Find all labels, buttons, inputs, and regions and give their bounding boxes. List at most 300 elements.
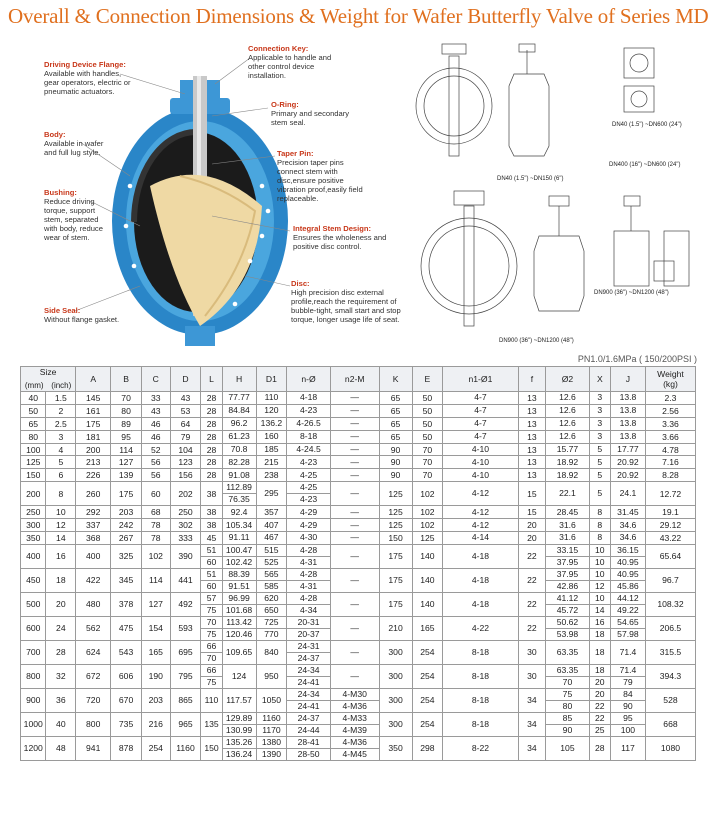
table-cell <box>589 544 610 568</box>
cell-value: 22.1 <box>559 488 576 499</box>
table-cell <box>443 430 518 443</box>
cell-value: 12.6 <box>559 418 576 429</box>
cell-value: 4-M39 <box>342 724 367 735</box>
cell-value: 17.77 <box>617 444 639 454</box>
cell-value: 110 <box>204 694 219 705</box>
callout-text: Available in wafer and full lug style. <box>44 139 104 157</box>
table-cell: 800 <box>21 664 46 688</box>
table-row <box>21 712 696 736</box>
table-cell <box>589 592 610 616</box>
table-cell: 64 <box>170 417 201 430</box>
cell-value: 50.62 <box>546 617 589 629</box>
table-cell: 175 <box>379 568 412 592</box>
cell-value: 120 <box>264 405 279 416</box>
table-cell <box>222 664 256 688</box>
table-cell: 145 <box>76 392 111 405</box>
weight-unit: (kg) <box>663 379 678 389</box>
cell-value: 4-23 <box>299 456 318 467</box>
cell-value: 8-18 <box>471 670 490 681</box>
cell-value: 12.6 <box>559 392 576 403</box>
table-cell <box>287 616 331 640</box>
table-row <box>21 616 696 640</box>
cell-value: 96.2 <box>230 418 248 429</box>
table-cell: 45 <box>201 532 222 545</box>
table-cell: 12 <box>46 519 76 532</box>
table-cell <box>256 482 287 506</box>
table-cell: 50 <box>21 404 46 417</box>
cell-value: — <box>350 469 360 480</box>
table-cell <box>201 688 222 712</box>
cell-value: 725 <box>257 617 287 629</box>
table-cell <box>330 592 379 616</box>
table-cell: 70 <box>412 469 443 482</box>
table-cell <box>330 736 379 760</box>
cell-value: 5 <box>597 444 603 454</box>
callout-text: Applicable to handle and other control device installation. <box>248 53 332 80</box>
table-cell <box>330 568 379 592</box>
callout-taper-pin <box>277 149 369 203</box>
table-row <box>21 736 696 760</box>
cell-value: 90 <box>562 724 573 735</box>
cell-value: 112.89 <box>223 482 256 494</box>
table-cell: 4.78 <box>645 443 695 456</box>
table-cell: 127 <box>141 592 170 616</box>
table-cell <box>443 544 518 568</box>
table-cell: 254 <box>412 640 443 664</box>
table-cell <box>610 404 645 417</box>
cell-value: 20 <box>590 689 610 701</box>
table-cell: 34 <box>518 688 546 712</box>
cell-value: 24-34 <box>287 689 330 701</box>
table-cell <box>222 469 256 482</box>
table-cell: 213 <box>76 456 111 469</box>
table-cell <box>256 417 287 430</box>
table-cell: 140 <box>412 568 443 592</box>
cell-value: 96.99 <box>223 593 256 605</box>
cell-value: 4-10 <box>471 469 490 480</box>
table-cell: 528 <box>645 688 695 712</box>
table-cell <box>330 640 379 664</box>
table-cell <box>287 544 331 568</box>
table-cell <box>546 519 590 532</box>
cell-value: 8 <box>597 532 603 543</box>
illustration-area <box>0 36 709 354</box>
table-cell: 10 <box>46 506 76 519</box>
cell-value: 31.6 <box>559 532 576 543</box>
cell-value: 4-14 <box>471 532 490 543</box>
table-cell: 254 <box>412 712 443 736</box>
cell-value: 950 <box>264 670 279 681</box>
table-cell: 8 <box>46 482 76 506</box>
table-cell <box>256 616 287 640</box>
cell-value: 95 <box>611 713 645 725</box>
col-header: B <box>111 367 142 392</box>
cell-value: 620 <box>257 593 287 605</box>
table-cell: 125 <box>21 456 46 469</box>
table-cell: 114 <box>111 443 142 456</box>
cell-value: 4-30 <box>299 532 318 543</box>
cell-value: 75 <box>206 604 217 615</box>
table-cell <box>546 640 590 664</box>
table-cell <box>610 430 645 443</box>
cell-value: 3 <box>597 431 603 442</box>
table-cell: 32 <box>46 664 76 688</box>
table-cell: 668 <box>645 712 695 736</box>
table-cell <box>222 430 256 443</box>
callout-title: Connection Key: <box>248 44 309 53</box>
cell-value: 130.99 <box>225 724 253 735</box>
cell-value: 770 <box>264 628 279 639</box>
table-cell <box>222 519 256 532</box>
cell-value: — <box>350 488 360 499</box>
table-cell <box>546 688 590 712</box>
callout-side-seal <box>44 306 154 324</box>
table-cell: 900 <box>21 688 46 712</box>
cell-value: 34.6 <box>619 519 637 530</box>
table-cell <box>287 664 331 688</box>
table-cell: 36 <box>46 688 76 712</box>
table-cell: 300 <box>379 640 412 664</box>
table-cell: 254 <box>412 688 443 712</box>
cell-value: 113.42 <box>223 617 256 629</box>
cell-value: 24-31 <box>287 641 330 653</box>
cell-value: 4-28 <box>287 569 330 581</box>
table-cell: 333 <box>170 532 201 545</box>
table-cell: 34 <box>518 712 546 736</box>
table-cell: 46 <box>141 417 170 430</box>
table-cell <box>589 616 610 640</box>
table-cell: 390 <box>170 544 201 568</box>
table-row <box>21 443 696 456</box>
col-header: Ø2 <box>546 367 590 392</box>
table-cell: 43 <box>170 392 201 405</box>
callout-text: Primary and secondary stem seal. <box>271 109 350 127</box>
table-cell: 1000 <box>21 712 46 736</box>
table-cell <box>610 712 645 736</box>
cell-value: 42.86 <box>556 580 579 591</box>
cell-value: 8 <box>597 506 603 517</box>
table-cell: 114 <box>141 568 170 592</box>
cell-value: 75 <box>206 628 217 639</box>
cell-value: 20-37 <box>297 628 320 639</box>
table-cell <box>610 568 645 592</box>
table-cell: 33 <box>141 392 170 405</box>
cell-value: 8 <box>597 519 603 530</box>
table-cell: 210 <box>379 616 412 640</box>
cell-value: 160 <box>264 431 279 442</box>
table-cell <box>546 506 590 519</box>
table-cell <box>330 482 379 506</box>
table-cell <box>330 506 379 519</box>
size-label: Size <box>39 367 57 377</box>
table-cell: 140 <box>412 592 443 616</box>
cell-value: 54.65 <box>611 617 645 629</box>
table-cell <box>222 544 256 568</box>
cell-value: 4-23 <box>299 405 318 416</box>
cell-value: 13.8 <box>619 392 637 403</box>
cell-value: 80 <box>562 700 573 711</box>
table-cell <box>256 568 287 592</box>
cell-value: 28 <box>595 742 605 753</box>
col-header: D1 <box>256 367 287 392</box>
table-cell: 28 <box>201 469 222 482</box>
cell-value: 57 <box>201 593 221 605</box>
table-cell <box>287 532 331 545</box>
table-cell: 43.22 <box>645 532 695 545</box>
table-cell: 492 <box>170 592 201 616</box>
table-cell <box>330 712 379 736</box>
cell-value: 70 <box>201 617 221 629</box>
table-cell: 43 <box>141 404 170 417</box>
table-cell <box>546 430 590 443</box>
col-header: X <box>589 367 610 392</box>
table-cell: 52 <box>141 443 170 456</box>
table-cell: 65 <box>379 404 412 417</box>
cell-value: 22 <box>590 713 610 725</box>
table-cell <box>256 664 287 688</box>
table-cell <box>256 519 287 532</box>
cell-value: 4-7 <box>474 418 487 429</box>
table-cell <box>443 506 518 519</box>
table-cell: 175 <box>76 417 111 430</box>
cell-value: 60 <box>206 580 217 591</box>
table-cell <box>330 688 379 712</box>
table-cell: 22 <box>518 568 546 592</box>
table-cell <box>546 616 590 640</box>
table-cell: 250 <box>21 506 46 519</box>
table-cell <box>256 640 287 664</box>
callout-text: High precision disc external profile,reach the requirement of bubble-tight, small start and stop torque, longer usage life of seat. <box>291 288 401 324</box>
cell-value: 135.26 <box>223 737 256 749</box>
table-cell: 878 <box>111 736 142 760</box>
table-cell: 28 <box>201 392 222 405</box>
cell-value: 20-31 <box>287 617 330 629</box>
table-cell <box>256 469 287 482</box>
callout-title: Body: <box>44 130 66 139</box>
col-header: K <box>379 367 412 392</box>
table-cell: 350 <box>379 736 412 760</box>
table-cell: 720 <box>76 688 111 712</box>
table-cell <box>589 664 610 688</box>
table-cell <box>256 506 287 519</box>
table-cell <box>287 736 331 760</box>
table-cell: 102 <box>412 482 443 506</box>
table-cell <box>443 417 518 430</box>
table-cell: 34 <box>518 736 546 760</box>
table-row <box>21 482 696 506</box>
table-cell: 1.5 <box>46 392 76 405</box>
table-cell: 161 <box>76 404 111 417</box>
cell-value: 4-26.5 <box>296 418 321 429</box>
cell-value: 5 <box>597 469 603 480</box>
cell-value: — <box>350 532 360 543</box>
table-cell: 13 <box>518 443 546 456</box>
table-cell: 50 <box>412 404 443 417</box>
table-cell: 38 <box>201 506 222 519</box>
cell-value: 4-M33 <box>331 713 379 725</box>
table-cell: 2.56 <box>645 404 695 417</box>
table-row <box>21 456 696 469</box>
cell-value: 840 <box>264 646 279 657</box>
cell-value: 70.8 <box>230 444 248 454</box>
table-cell <box>546 456 590 469</box>
cell-value: 13.8 <box>619 431 637 442</box>
table-cell: 7.16 <box>645 456 695 469</box>
col-header: n1-Ø1 <box>443 367 518 392</box>
cell-value: 100 <box>620 724 636 735</box>
table-cell: 441 <box>170 568 201 592</box>
table-cell: 400 <box>21 544 46 568</box>
cell-value: 109.65 <box>225 646 253 657</box>
table-cell <box>443 664 518 688</box>
table-cell <box>546 712 590 736</box>
table-cell: 735 <box>111 712 142 736</box>
cell-value: 1160 <box>257 713 287 725</box>
table-cell: 4 <box>46 443 76 456</box>
table-cell: 250 <box>170 506 201 519</box>
table-row <box>21 664 696 688</box>
table-cell: 15 <box>518 506 546 519</box>
callout-driving-device <box>44 60 136 96</box>
cell-value: 36.15 <box>611 545 645 557</box>
table-cell: 13 <box>518 404 546 417</box>
table-cell: 68 <box>141 506 170 519</box>
table-cell <box>256 544 287 568</box>
cell-value: 650 <box>264 604 279 615</box>
table-cell: 28 <box>201 443 222 456</box>
table-cell: 175 <box>111 482 142 506</box>
cell-value: 136.24 <box>225 748 253 759</box>
cell-value: — <box>350 506 360 517</box>
cell-value: 4-10 <box>471 456 490 467</box>
table-cell <box>546 443 590 456</box>
table-cell <box>443 519 518 532</box>
table-cell: 90 <box>379 469 412 482</box>
cell-value: 4-34 <box>299 604 318 615</box>
table-cell <box>443 568 518 592</box>
table-cell <box>287 469 331 482</box>
table-cell <box>256 712 287 736</box>
table-cell <box>443 532 518 545</box>
cell-value: 4-10 <box>471 444 490 454</box>
table-cell: 2 <box>46 404 76 417</box>
table-header-row <box>21 367 696 392</box>
table-cell: 30 <box>518 664 546 688</box>
table-cell <box>330 404 379 417</box>
cell-value: 110 <box>264 392 279 403</box>
cell-value: 41.12 <box>546 593 589 605</box>
table-cell <box>330 392 379 405</box>
cell-value: 4-M36 <box>331 737 379 749</box>
table-cell <box>610 688 645 712</box>
table-cell: 8.28 <box>645 469 695 482</box>
table-cell <box>546 568 590 592</box>
cell-value: 8-18 <box>299 431 318 442</box>
callout-title: O-Ring: <box>271 100 299 109</box>
table-cell <box>610 736 645 760</box>
cell-value: 12.6 <box>559 431 576 442</box>
table-cell <box>610 616 645 640</box>
table-cell: 292 <box>76 506 111 519</box>
table-cell: 13 <box>518 417 546 430</box>
table-cell: 65 <box>21 417 46 430</box>
table-cell <box>589 532 610 545</box>
cell-value: 4-18 <box>471 598 490 609</box>
table-row <box>21 430 696 443</box>
table-cell <box>589 443 610 456</box>
table-cell: 14 <box>46 532 76 545</box>
table-row <box>21 544 696 568</box>
cell-value: 120.46 <box>225 628 253 639</box>
table-cell <box>330 430 379 443</box>
cell-value: 4-31 <box>299 580 318 591</box>
cell-value: 1380 <box>257 737 287 749</box>
table-cell <box>589 688 610 712</box>
col-header: L <box>201 367 222 392</box>
table-cell: 350 <box>21 532 46 545</box>
table-cell <box>222 456 256 469</box>
table-cell: 203 <box>141 688 170 712</box>
cell-value: 49.22 <box>617 604 639 615</box>
cell-value: 53.98 <box>556 628 579 639</box>
table-cell <box>589 404 610 417</box>
cell-value: 24.1 <box>619 488 637 499</box>
table-cell: 203 <box>111 506 142 519</box>
table-cell: 450 <box>21 568 46 592</box>
table-cell: 181 <box>76 430 111 443</box>
table-cell <box>330 443 379 456</box>
cell-value: 4-31 <box>299 556 318 567</box>
table-cell <box>610 482 645 506</box>
cell-value: 3 <box>597 405 603 416</box>
mm-label: (mm) <box>24 381 44 390</box>
col-header: A <box>76 367 111 392</box>
cell-value: 4-25 <box>287 482 330 494</box>
table-cell <box>287 417 331 430</box>
table-cell <box>330 544 379 568</box>
table-cell: 13 <box>518 392 546 405</box>
table-cell <box>589 519 610 532</box>
cell-value: 238 <box>264 469 279 480</box>
cell-value: 25 <box>595 724 605 735</box>
cell-value: 84.84 <box>228 405 250 416</box>
table-cell <box>287 568 331 592</box>
cell-value: — <box>350 418 360 429</box>
size-header <box>21 367 76 392</box>
table-cell <box>443 469 518 482</box>
table-cell: 127 <box>111 456 142 469</box>
table-cell <box>589 506 610 519</box>
table-cell: 30 <box>518 640 546 664</box>
table-cell <box>330 456 379 469</box>
table-cell <box>589 417 610 430</box>
inch-label: (inch) <box>51 381 72 390</box>
table-cell <box>256 430 287 443</box>
table-cell <box>546 482 590 506</box>
table-cell: 29.12 <box>645 519 695 532</box>
cell-value: 1170 <box>262 724 281 735</box>
cell-value: 101.68 <box>225 604 253 615</box>
callout-title: Taper Pin: <box>277 149 314 158</box>
cell-value: 4-12 <box>471 519 490 530</box>
cell-value: 105 <box>560 742 575 753</box>
cell-value: 18 <box>590 665 610 677</box>
table-row <box>21 392 696 405</box>
table-cell <box>610 392 645 405</box>
cell-value: 8-22 <box>471 742 490 753</box>
table-cell <box>222 392 256 405</box>
cell-value: 70 <box>562 676 573 687</box>
